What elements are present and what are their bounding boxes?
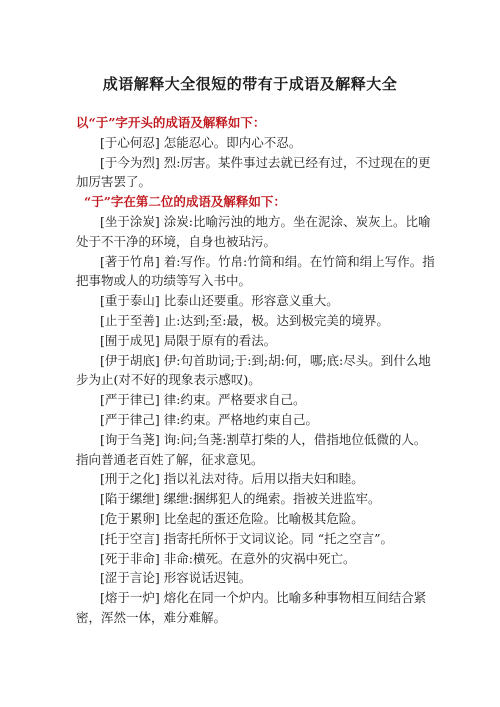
idiom-entry xyxy=(76,351,436,391)
idiom-term: [著于竹帛] xyxy=(100,253,160,269)
idiom-definition: 怎能忍心。即内心不忍。 xyxy=(163,134,302,150)
idiom-definition: 非命:横死。在意外的灾祸中死亡。 xyxy=(163,550,356,566)
idiom-term: [严于律己] xyxy=(100,411,160,427)
idiom-term: [熔于一炉] xyxy=(100,590,160,606)
idiom-definition: 熔化在同一个炉内。比喻多种事物相互间结合紧密，浑然一体，难分难解。 xyxy=(76,590,427,625)
idiom-definition: 伊:句首助词;于:到;胡:何，哪;底:尽头。到什么地步为止(对不好的现象表示感叹)。 xyxy=(76,352,431,388)
idiom-definition: 询:问;刍荛:割草打柴的人，借指地位低微的人。指向普通老百姓了解，征求意见。 xyxy=(76,431,427,467)
idiom-entry xyxy=(76,153,436,193)
idiom-term: [涩于言论] xyxy=(100,570,160,586)
section-heading-prefix: 以“于”字开头的成语及解释如下： xyxy=(76,115,266,130)
idiom-entry xyxy=(76,509,436,529)
idiom-definition: 涂炭:比喻污浊的地方。坐在泥涂、炭灰上。比喻处于不干净的环境，自身也被玷污。 xyxy=(76,213,431,249)
idiom-entry xyxy=(76,430,436,470)
idiom-definition: 指寄托所怀于文词议论。同 “托之空言”。 xyxy=(163,530,394,546)
document-body xyxy=(76,113,436,628)
idiom-term: [止于至善] xyxy=(100,312,160,328)
idiom-entry xyxy=(76,529,436,549)
section-heading-second: “于”字在第二位的成语及解释如下： xyxy=(84,194,286,210)
idiom-term: [死于非命] xyxy=(100,550,160,566)
idiom-entry xyxy=(76,133,436,153)
idiom-entry xyxy=(76,252,436,292)
idiom-entry xyxy=(76,410,436,430)
idiom-entry xyxy=(76,311,436,331)
idiom-definition: 比泰山还要重。形容意义重大。 xyxy=(163,293,339,309)
idiom-term: [伊于胡底] xyxy=(100,352,160,368)
idiom-term: [刑于之化] xyxy=(100,471,160,487)
idiom-entry xyxy=(76,489,436,509)
idiom-definition: 缧绁:捆绑犯人的绳索。指被关进监牢。 xyxy=(163,491,381,507)
idiom-entry xyxy=(76,390,436,410)
idiom-definition: 比垒起的蛋还危险。比喻极其危险。 xyxy=(163,510,364,526)
idiom-entry xyxy=(76,549,436,569)
idiom-entry xyxy=(76,469,436,489)
idiom-term: [托于空言] xyxy=(100,530,160,546)
idiom-entry xyxy=(76,331,436,351)
idiom-entry xyxy=(76,212,436,252)
idiom-definition: 形容说话迟钝。 xyxy=(163,570,252,586)
idiom-definition: 着:写作。竹帛:竹简和绢。在竹简和绢上写作。指把事物或人的功绩等写入书中。 xyxy=(76,253,435,289)
idiom-term: [于心何忍] xyxy=(100,134,160,150)
idiom-term: [囿于成见] xyxy=(100,332,160,348)
idiom-definition: 止:达到;至:最，极。达到极完美的境界。 xyxy=(163,312,389,328)
idiom-definition: 律:约束。严格要求自己。 xyxy=(163,392,306,408)
idiom-definition: 律:约束。严格地约束自己。 xyxy=(163,411,318,427)
idiom-definition: 烈:厉害。某件事过去就已经有过，不过现在的更加厉害罢了。 xyxy=(76,154,431,190)
idiom-term: [危于累卵] xyxy=(100,510,160,526)
idiom-term: [于今为烈] xyxy=(100,154,160,170)
idiom-term: [询于刍荛] xyxy=(100,431,160,447)
idiom-definition: 指以礼法对待。后用以指夫妇和睦。 xyxy=(163,471,364,487)
idiom-term: [严于律已] xyxy=(100,392,160,408)
idiom-term: [重于泰山] xyxy=(100,293,160,309)
idiom-term: [坐于涂炭] xyxy=(100,213,160,229)
idiom-entry xyxy=(76,291,436,311)
idiom-definition: 局限于原有的看法。 xyxy=(163,332,277,348)
idiom-entry xyxy=(76,588,436,628)
idiom-entry xyxy=(76,568,436,588)
idiom-term: [陷于缧绁] xyxy=(100,491,160,507)
document-title: 成语解释大全很短的带有于成语及解释大全 xyxy=(102,75,398,93)
